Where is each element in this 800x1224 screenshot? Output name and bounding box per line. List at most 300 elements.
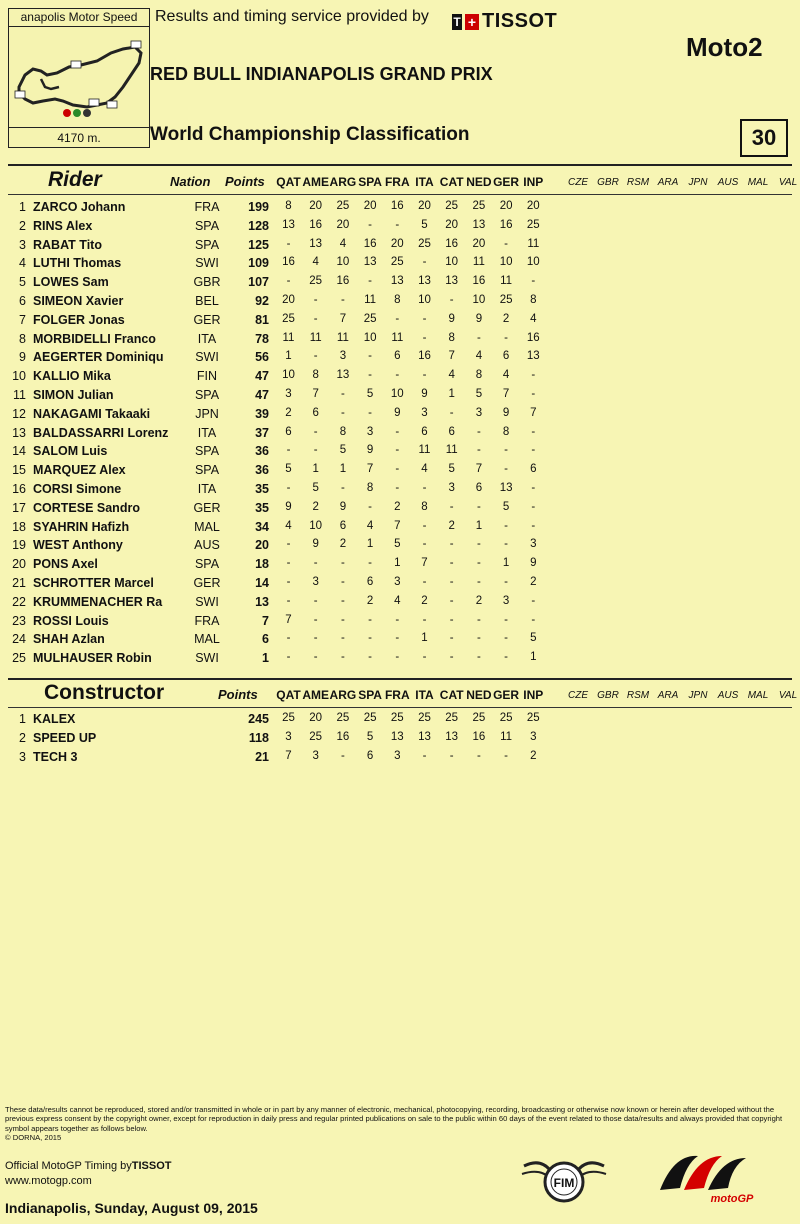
rider-race-result: 5 <box>448 463 455 476</box>
tissot-t-icon: T <box>453 14 461 29</box>
rider-race-result: - <box>286 444 291 457</box>
rider-position: 4 <box>19 256 26 271</box>
rider-position: 3 <box>19 237 26 252</box>
rider-race-result: 2 <box>448 519 455 532</box>
rider-race-result: - <box>340 613 345 626</box>
rider-race-result: 16 <box>282 256 295 269</box>
rider-race-result: 9 <box>530 557 537 570</box>
rider-nation: SPA <box>194 463 220 478</box>
constructor-race-result: 25 <box>336 712 350 724</box>
rider-nation: ITA <box>197 482 217 496</box>
rider-race-result: - <box>476 613 481 626</box>
constructor-race-result: 3 <box>394 749 401 762</box>
rider-position: 25 <box>12 651 26 666</box>
constructor-section-title: Constructor <box>44 681 165 704</box>
rider-race-result: 8 <box>339 425 347 438</box>
constructor-race-result: 25 <box>363 712 377 724</box>
rider-position: 16 <box>12 482 26 496</box>
rider-race-result: 11 <box>472 256 485 269</box>
rider-race-result: 10 <box>526 256 540 269</box>
divider <box>8 707 792 708</box>
rider-race-result: 2 <box>421 594 428 607</box>
constructor-points: 118 <box>248 730 269 745</box>
rider-race-result: 8 <box>285 200 292 212</box>
rider-race-result: - <box>504 576 509 588</box>
rider-race-result: 11 <box>364 294 377 306</box>
rider-race-result: - <box>476 500 481 513</box>
constructor-future-race-header-ara: ARA <box>657 690 679 701</box>
rider-race-result: 7 <box>475 463 483 476</box>
constructor-race-result: - <box>476 749 481 762</box>
rider-row <box>0 442 800 461</box>
rider-row <box>0 405 800 424</box>
rider-race-result: 5 <box>285 463 292 476</box>
constructor-race-result: 25 <box>390 712 404 724</box>
rider-name: ROSSI Louis <box>33 613 109 628</box>
rider-future-race-header-jpn: JPN <box>688 177 708 188</box>
rider-points: 35 <box>255 500 269 515</box>
rider-race-result: 4 <box>530 312 537 325</box>
rider-race-result: 13 <box>336 369 350 382</box>
rider-points: 36 <box>255 444 269 459</box>
rider-race-result: 7 <box>366 463 374 476</box>
rider-race-result: 4 <box>475 350 483 363</box>
rider-race-result: 10 <box>363 331 377 344</box>
rider-name: ZARCO Johann <box>33 200 126 214</box>
rider-race-result: 5 <box>394 538 401 551</box>
rider-race-result: - <box>340 594 345 607</box>
rider-race-result: 1 <box>285 350 292 363</box>
rider-race-result: - <box>313 613 318 626</box>
rider-race-result: - <box>286 538 291 551</box>
event-title: RED BULL INDIANAPOLIS GRAND PRIX <box>150 64 493 84</box>
rider-race-result: 16 <box>445 237 459 250</box>
rider-name: LOWES Sam <box>33 275 109 290</box>
rider-race-result: - <box>368 350 373 363</box>
class-title: Moto2 <box>686 32 763 62</box>
dateline: Indianapolis, Sunday, August 09, 2015 <box>5 1200 258 1216</box>
rider-position: 19 <box>12 538 26 553</box>
rider-race-result: 1 <box>530 651 537 664</box>
rider-race-result: - <box>449 294 454 306</box>
rider-race-result: 1 <box>475 519 483 532</box>
rider-row <box>0 574 800 593</box>
rider-nation: SWI <box>195 651 219 666</box>
rider-race-result: 5 <box>502 500 510 513</box>
rider-name: SALOM Luis <box>33 444 108 459</box>
rider-table-header <box>0 167 800 195</box>
rider-race-result: 7 <box>312 388 319 400</box>
rider-race-result: - <box>340 576 345 588</box>
rider-section-title: Rider <box>48 168 102 191</box>
rider-race-result: 1 <box>366 538 374 551</box>
constructor-race-result: 11 <box>500 730 513 743</box>
rider-race-result: 1 <box>421 632 428 645</box>
rider-race-result: - <box>313 557 318 570</box>
motogp-logo-text: motoGP <box>710 1193 754 1205</box>
tissot-wordmark: TISSOT <box>482 10 558 32</box>
constructor-name: SPEED UP <box>33 730 97 745</box>
rider-position: 13 <box>12 425 26 440</box>
rider-race-result: - <box>286 482 291 494</box>
rider-race-result: 11 <box>309 331 322 344</box>
rider-race-result: 13 <box>445 275 459 288</box>
rider-race-result: 1 <box>312 463 319 476</box>
rider-race-result: - <box>395 651 400 664</box>
rider-race-header-ger: GER <box>493 175 520 189</box>
tissot-logo <box>452 10 557 33</box>
rider-race-result: - <box>340 294 345 306</box>
constructor-race-result: 13 <box>445 730 459 743</box>
rider-row <box>0 330 800 349</box>
rider-nation: SPA <box>194 388 220 402</box>
rider-race-result: 25 <box>363 312 377 325</box>
rider-name: CORTESE Sandro <box>33 500 140 515</box>
rider-race-result: 20 <box>336 218 350 231</box>
rider-race-result: 20 <box>526 200 540 212</box>
rider-race-result: - <box>368 500 373 513</box>
rider-race-result: 20 <box>390 237 404 250</box>
rider-position: 15 <box>12 463 26 478</box>
rider-nation: SPA <box>194 557 220 572</box>
rider-name: WEST Anthony <box>33 538 123 553</box>
constructor-race-result: - <box>340 749 345 762</box>
fim-logo-text: FIM <box>553 1176 575 1190</box>
constructor-name: KALEX <box>33 712 76 726</box>
rider-race-result: - <box>286 557 291 570</box>
rider-nation: MAL <box>194 519 220 534</box>
rider-name: RABAT Tito <box>33 237 102 252</box>
rider-row <box>0 254 800 273</box>
rider-position: 10 <box>12 369 26 384</box>
constructor-row <box>0 710 800 729</box>
rider-future-race-header-cze: CZE <box>568 177 588 188</box>
rider-race-result: 20 <box>499 200 513 212</box>
rider-race-result: - <box>504 519 509 532</box>
rider-race-result: - <box>531 594 536 607</box>
rider-name: SIMEON Xavier <box>33 294 124 308</box>
rider-points: 47 <box>255 388 269 402</box>
rider-race-result: 7 <box>339 312 347 325</box>
rider-race-result: 4 <box>502 369 510 382</box>
rider-race-result: - <box>340 482 345 494</box>
rider-race-result: - <box>395 463 400 476</box>
rider-race-result: 25 <box>526 218 540 231</box>
rider-points: 47 <box>255 369 269 384</box>
rider-row <box>0 555 800 574</box>
rider-nation: GBR <box>193 275 221 290</box>
rider-row <box>0 630 800 649</box>
rider-race-result: - <box>286 594 291 607</box>
rider-race-result: 5 <box>475 388 483 400</box>
rider-nation: SPA <box>194 444 220 459</box>
rider-race-result: - <box>313 350 318 363</box>
rider-race-result: 10 <box>418 294 431 306</box>
rider-row <box>0 461 800 480</box>
rider-race-result: - <box>340 557 345 570</box>
constructor-race-result: 3 <box>312 749 319 762</box>
rider-race-result: 3 <box>366 425 374 438</box>
rider-race-result: - <box>395 312 400 325</box>
constructor-race-result: 16 <box>336 730 350 743</box>
rider-points: 35 <box>255 482 269 496</box>
constructor-race-result: 25 <box>445 712 459 724</box>
constructor-race-result: - <box>422 749 427 762</box>
rider-race-result: 25 <box>472 200 486 212</box>
rider-name: CORSI Simone <box>33 482 122 496</box>
rider-race-result: 6 <box>475 482 483 494</box>
rider-name: KRUMMENACHER Ra <box>33 594 163 609</box>
rider-row <box>0 649 800 668</box>
rider-nation: ITA <box>197 331 217 346</box>
rider-future-race-header-ara: ARA <box>657 177 679 188</box>
rider-race-result: 10 <box>499 256 513 269</box>
rider-race-result: - <box>422 613 427 626</box>
rider-name: LUTHI Thomas <box>33 256 122 271</box>
rider-nation: GER <box>193 500 221 515</box>
rider-race-result: 6 <box>502 350 510 363</box>
rider-race-result: 1 <box>448 388 455 400</box>
rider-row <box>0 424 800 443</box>
rider-row <box>0 536 800 555</box>
constructor-race-header-arg: ARG <box>329 688 357 702</box>
rider-race-result: 8 <box>421 500 428 513</box>
constructor-race-header-ame: AME <box>302 688 330 702</box>
rider-race-result: - <box>368 632 373 645</box>
rider-race-result: - <box>368 651 373 664</box>
rider-race-header-qat: QAT <box>276 175 301 189</box>
rider-race-result: 16 <box>526 331 540 344</box>
rider-race-result: 6 <box>366 576 374 588</box>
constructor-position: 2 <box>19 730 26 745</box>
constructor-points: 245 <box>248 712 269 726</box>
rider-race-result: - <box>368 369 373 382</box>
swiss-cross-icon: + <box>465 14 479 30</box>
constructor-race-header-ger: GER <box>493 688 520 702</box>
constructor-future-race-header-jpn: JPN <box>688 690 708 701</box>
rider-name: FOLGER Jonas <box>33 312 125 327</box>
rider-race-result: - <box>476 425 481 438</box>
rider-name: BALDASSARRI Lorenz <box>33 425 169 440</box>
website-link[interactable]: www.motogp.com <box>5 1175 92 1187</box>
nation-column-header: Nation <box>170 174 211 189</box>
rider-race-result: 10 <box>390 388 404 400</box>
rider-name: AEGERTER Dominiqu <box>33 350 164 365</box>
rider-race-result: - <box>286 576 291 588</box>
rider-position: 8 <box>19 331 26 346</box>
rider-race-result: - <box>286 651 291 664</box>
rider-nation: SPA <box>194 237 220 252</box>
rider-race-result: - <box>476 538 481 551</box>
rider-points: 6 <box>262 632 269 647</box>
official-timing-text: Official MotoGP Timing by <box>5 1160 132 1172</box>
divider <box>8 164 792 166</box>
rider-race-header-ita: ITA <box>415 175 434 189</box>
rider-race-result: - <box>368 275 373 288</box>
rider-race-result: - <box>340 651 345 664</box>
constructor-points: 21 <box>255 749 269 764</box>
rider-race-result: 9 <box>339 500 347 513</box>
rider-race-result: 7 <box>421 557 428 570</box>
rider-race-result: 7 <box>502 388 510 400</box>
points-column-header: Points <box>225 174 265 189</box>
rider-race-result: 4 <box>366 519 374 532</box>
rider-race-result: - <box>286 632 291 645</box>
track-length: 4170 m. <box>9 127 149 148</box>
rider-race-result: - <box>531 519 536 532</box>
rider-race-result: 3 <box>285 388 292 400</box>
rider-points: 34 <box>255 519 269 534</box>
fim-logo-icon <box>520 1156 608 1206</box>
rider-race-result: 25 <box>309 275 323 288</box>
constructor-race-result: 13 <box>418 730 431 743</box>
rider-race-result: - <box>504 463 509 476</box>
rider-race-result: - <box>395 632 400 645</box>
rider-points: 78 <box>255 331 269 346</box>
rider-race-result: 9 <box>421 388 428 400</box>
rider-race-result: 20 <box>282 294 295 306</box>
track-name: anapolis Motor Speed <box>9 9 149 27</box>
rider-points: 81 <box>255 312 269 327</box>
rider-race-result: - <box>340 406 345 419</box>
rider-future-race-header-val: VAL <box>778 177 798 188</box>
rider-race-result: 6 <box>421 425 428 438</box>
constructor-future-race-header-val: VAL <box>778 690 798 701</box>
rider-race-result: 4 <box>285 519 292 532</box>
rider-points: 56 <box>255 350 269 365</box>
report-title: World Championship Classification <box>150 124 470 145</box>
rider-position: 24 <box>12 632 26 647</box>
rider-race-result: 7 <box>394 519 401 532</box>
rider-nation: SPA <box>194 218 220 233</box>
rider-name: SHAH Azlan <box>33 632 105 647</box>
rider-race-result: - <box>313 425 318 438</box>
constructor-race-header-inp: INP <box>523 688 544 702</box>
rider-position: 20 <box>12 557 26 572</box>
rider-race-result: 3 <box>312 576 319 588</box>
rider-race-header-ame: AME <box>302 175 330 189</box>
rider-position: 2 <box>19 218 26 233</box>
rider-race-result: 7 <box>448 350 455 363</box>
rider-row <box>0 198 800 217</box>
rider-race-result: - <box>395 369 400 382</box>
rider-race-result: - <box>368 557 373 570</box>
rider-race-result: - <box>313 632 318 645</box>
rider-race-result: 5 <box>421 218 428 231</box>
rider-race-header-fra: FRA <box>384 175 410 189</box>
rider-race-result: - <box>422 312 427 325</box>
rider-race-result: 7 <box>530 406 537 419</box>
rider-race-result: 8 <box>530 294 537 306</box>
rider-nation: FIN <box>196 369 218 384</box>
rider-race-result: 8 <box>312 369 319 382</box>
rider-name: SCHROTTER Marcel <box>33 576 154 590</box>
constructor-position: 1 <box>19 712 26 726</box>
rider-points: 37 <box>255 425 269 440</box>
rider-race-result: 20 <box>363 200 377 212</box>
rider-race-result: - <box>313 651 318 664</box>
rider-race-result: - <box>504 632 509 645</box>
rider-race-result: - <box>422 482 427 494</box>
rider-position: 12 <box>12 406 26 421</box>
rider-race-result: - <box>422 331 427 344</box>
rider-race-result: 8 <box>448 331 455 344</box>
rider-race-result: 5 <box>366 388 374 400</box>
rider-race-result: - <box>286 237 291 250</box>
rider-race-result: - <box>368 218 373 231</box>
rider-race-result: - <box>476 331 481 344</box>
rider-race-result: 10 <box>445 256 459 269</box>
rider-position: 17 <box>12 500 26 515</box>
rider-race-result: 2 <box>312 500 319 513</box>
copyright-text: © DORNA, 2015 <box>5 1132 62 1142</box>
rider-race-result: 13 <box>418 275 431 288</box>
rider-position: 21 <box>12 576 26 590</box>
constructor-points-column-header: Points <box>218 687 258 702</box>
rider-race-result: 10 <box>309 519 323 532</box>
rider-race-result: 1 <box>339 463 347 476</box>
rider-race-result: 5 <box>312 482 319 494</box>
rider-race-result: - <box>313 312 318 325</box>
rider-race-result: - <box>504 538 509 551</box>
rider-name: MARQUEZ Alex <box>33 463 126 478</box>
rider-name: KALLIO Mika <box>33 369 111 384</box>
rider-race-result: - <box>531 444 536 457</box>
official-timing-brand: TISSOT <box>131 1160 172 1172</box>
rider-race-header-inp: INP <box>523 175 544 189</box>
rider-race-result: - <box>395 444 400 457</box>
rider-race-result: - <box>422 651 427 664</box>
rider-nation: GER <box>193 312 221 327</box>
rider-race-result: 4 <box>394 594 401 607</box>
constructor-row <box>0 729 800 748</box>
rider-race-result: - <box>395 613 400 626</box>
rider-race-result: 16 <box>390 200 404 212</box>
rider-race-result: 9 <box>366 444 374 457</box>
constructor-name: TECH 3 <box>33 749 78 764</box>
rider-race-result: 3 <box>530 538 537 551</box>
rider-name: RINS Alex <box>33 218 93 233</box>
rider-race-result: 20 <box>309 200 323 212</box>
rider-position: 1 <box>19 200 26 214</box>
rider-points: 92 <box>255 294 269 308</box>
rider-points: 20 <box>255 538 269 553</box>
constructor-future-race-header-cze: CZE <box>568 690 588 701</box>
rider-race-result: 2 <box>530 576 537 588</box>
rider-race-result: - <box>422 256 427 269</box>
rider-race-result: 16 <box>472 275 486 288</box>
rider-race-result: 8 <box>394 294 401 306</box>
constructor-race-result: 6 <box>366 749 374 762</box>
rider-race-result: 20 <box>445 218 459 231</box>
rider-race-result: 11 <box>391 331 404 344</box>
constructor-race-header-qat: QAT <box>276 688 301 702</box>
rider-points: 13 <box>255 594 269 609</box>
rider-position: 9 <box>19 350 26 365</box>
constructor-race-header-ita: ITA <box>415 688 434 702</box>
rider-row <box>0 367 800 386</box>
rider-points: 39 <box>255 406 269 421</box>
rider-race-result: 5 <box>530 632 537 645</box>
rider-race-result: - <box>449 406 454 419</box>
rider-row <box>0 480 800 499</box>
rider-race-result: - <box>422 369 427 382</box>
rider-race-result: - <box>422 576 427 588</box>
rider-race-result: 2 <box>475 594 483 607</box>
rider-race-header-cat: CAT <box>439 175 464 189</box>
rider-position: 18 <box>12 519 26 534</box>
rider-race-result: 3 <box>502 594 510 607</box>
